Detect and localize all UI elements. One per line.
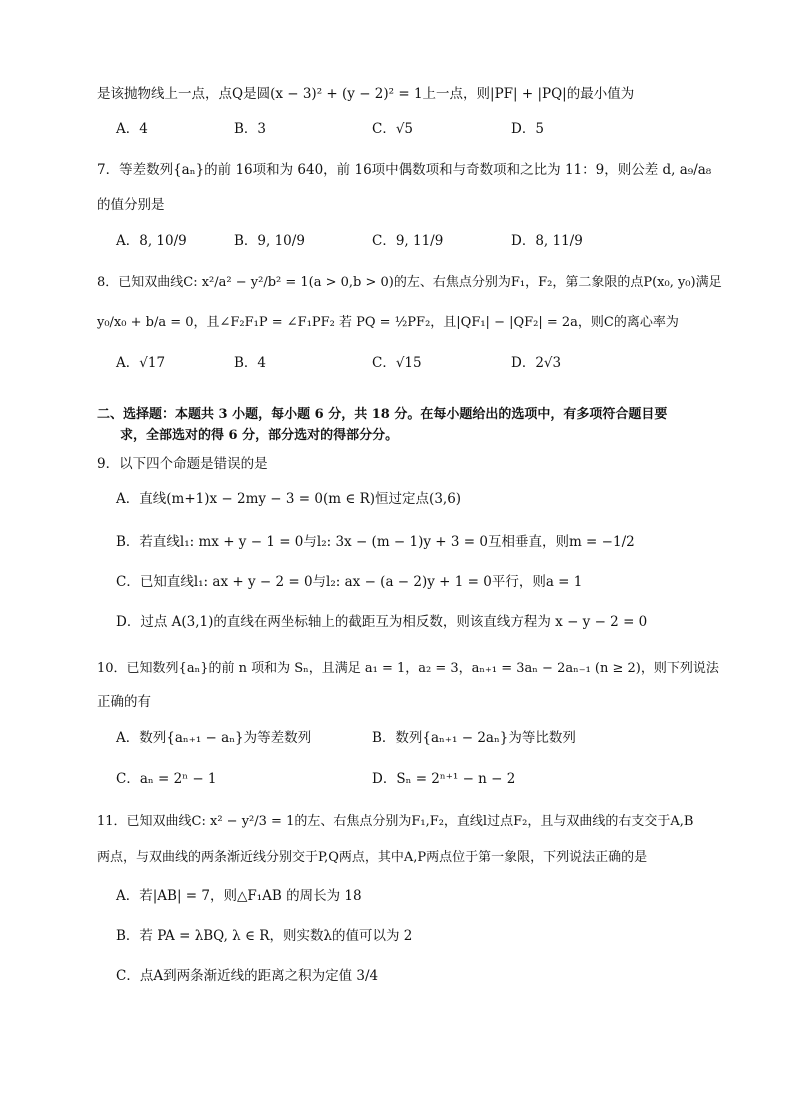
q11-option-c: C．点A到两条渐近线的距离之积为定值 3/4 <box>116 968 379 984</box>
q8-option-b: B．4 <box>234 355 267 371</box>
q11-option-a: A．若|AB| = 7，则△F₁AB 的周长为 18 <box>116 888 362 904</box>
q10-option-b: B．数列{aₙ₊₁ − 2aₙ}为等比数列 <box>372 730 576 746</box>
q8-option-d: D．2√3 <box>511 355 562 371</box>
q11-stem-cont: 两点，与双曲线的两条渐近线分别交于P,Q两点，其中A,P两点位于第一象限，下列说法正确的是 <box>97 850 648 865</box>
q11-option-b: B．若 PA = λBQ, λ ∈ R，则实数λ的值可以为 2 <box>116 928 413 944</box>
q6-stem: 是该抛物线上一点，点Q是圆(x − 3)² + (y − 2)² = 1上一点，则|PF| + |PQ|的最小值为 <box>97 86 635 102</box>
q8-stem-cont: y₀/x₀ + b/a = 0，且∠F₂F₁P = ∠F₁PF₂ 若 PQ = ½PF₂，且|QF₁| − |QF₂| = 2a，则C的离心率为 <box>97 315 679 330</box>
q10-option-c: C．aₙ = 2ⁿ − 1 <box>116 771 217 787</box>
q10-stem-cont: 正确的有 <box>97 694 151 710</box>
q6-option-b: B．3 <box>234 121 267 137</box>
q9-option-a: A．直线(m+1)x − 2my − 3 = 0(m ∈ R)恒过定点(3,6) <box>116 491 462 507</box>
q9-option-b: B．若直线l₁: mx + y − 1 = 0与l₂: 3x − (m − 1)y + 3 = 0互相垂直，则m = −1/2 <box>116 534 635 550</box>
section-heading: 二、选择题：本题共 3 小题，每小题 6 分，共 18 分。在每小题给出的选项中，有多项符合题目要 <box>97 407 668 422</box>
q10-option-d: D．Sₙ = 2ⁿ⁺¹ − n − 2 <box>372 771 516 787</box>
q10-stem: 10．已知数列{aₙ}的前 n 项和为 Sₙ，且满足 a₁ = 1，a₂ = 3，aₙ₊₁ = 3aₙ − 2aₙ₋₁ (n ≥ 2)，则下列说法 <box>97 661 719 676</box>
q7-option-d: D．8, 11/9 <box>511 233 583 249</box>
q10-option-a: A．数列{aₙ₊₁ − aₙ}为等差数列 <box>116 730 312 746</box>
q7-option-b: B．9, 10/9 <box>234 233 305 249</box>
q8-stem: 8．已知双曲线C: x²/a² − y²/b² = 1(a > 0,b > 0)的左、右焦点分别为F₁，F₂，第二象限的点P(x₀, y₀)满足 <box>97 275 722 290</box>
q9-option-c: C．已知直线l₁: ax + y − 2 = 0与l₂: ax − (a − 2)y + 1 = 0平行，则a = 1 <box>116 574 583 590</box>
q7-option-a: A．8, 10/9 <box>116 233 187 249</box>
q6-option-a: A．4 <box>116 121 148 137</box>
q9-option-d: D．过点 A(3,1)的直线在两坐标轴上的截距互为相反数，则该直线方程为 x − y − 2 = 0 <box>116 614 648 630</box>
q11-stem: 11．已知双曲线C: x² − y²/3 = 1的左、右焦点分别为F₁,F₂，直线l过点F₂，且与双曲线的右支交于A,B <box>97 814 694 829</box>
section-heading-cont: 求，全部选对的得 6 分，部分选对的得部分分。 <box>120 428 399 443</box>
q6-option-d: D．5 <box>511 121 544 137</box>
q7-stem-cont: 的值分别是 <box>97 197 165 213</box>
q8-option-c: C．√15 <box>372 355 422 371</box>
q9-stem: 9．以下四个命题是错误的是 <box>97 456 268 472</box>
q6-option-c: C．√5 <box>372 121 414 137</box>
q7-option-c: C．9, 11/9 <box>372 233 444 249</box>
q8-option-a: A．√17 <box>116 355 166 371</box>
q7-stem: 7．等差数列{aₙ}的前 16项和为 640，前 16项中偶数项和与奇数项和之比为 11：9，则公差 d, a₉/a₈ <box>97 162 712 178</box>
